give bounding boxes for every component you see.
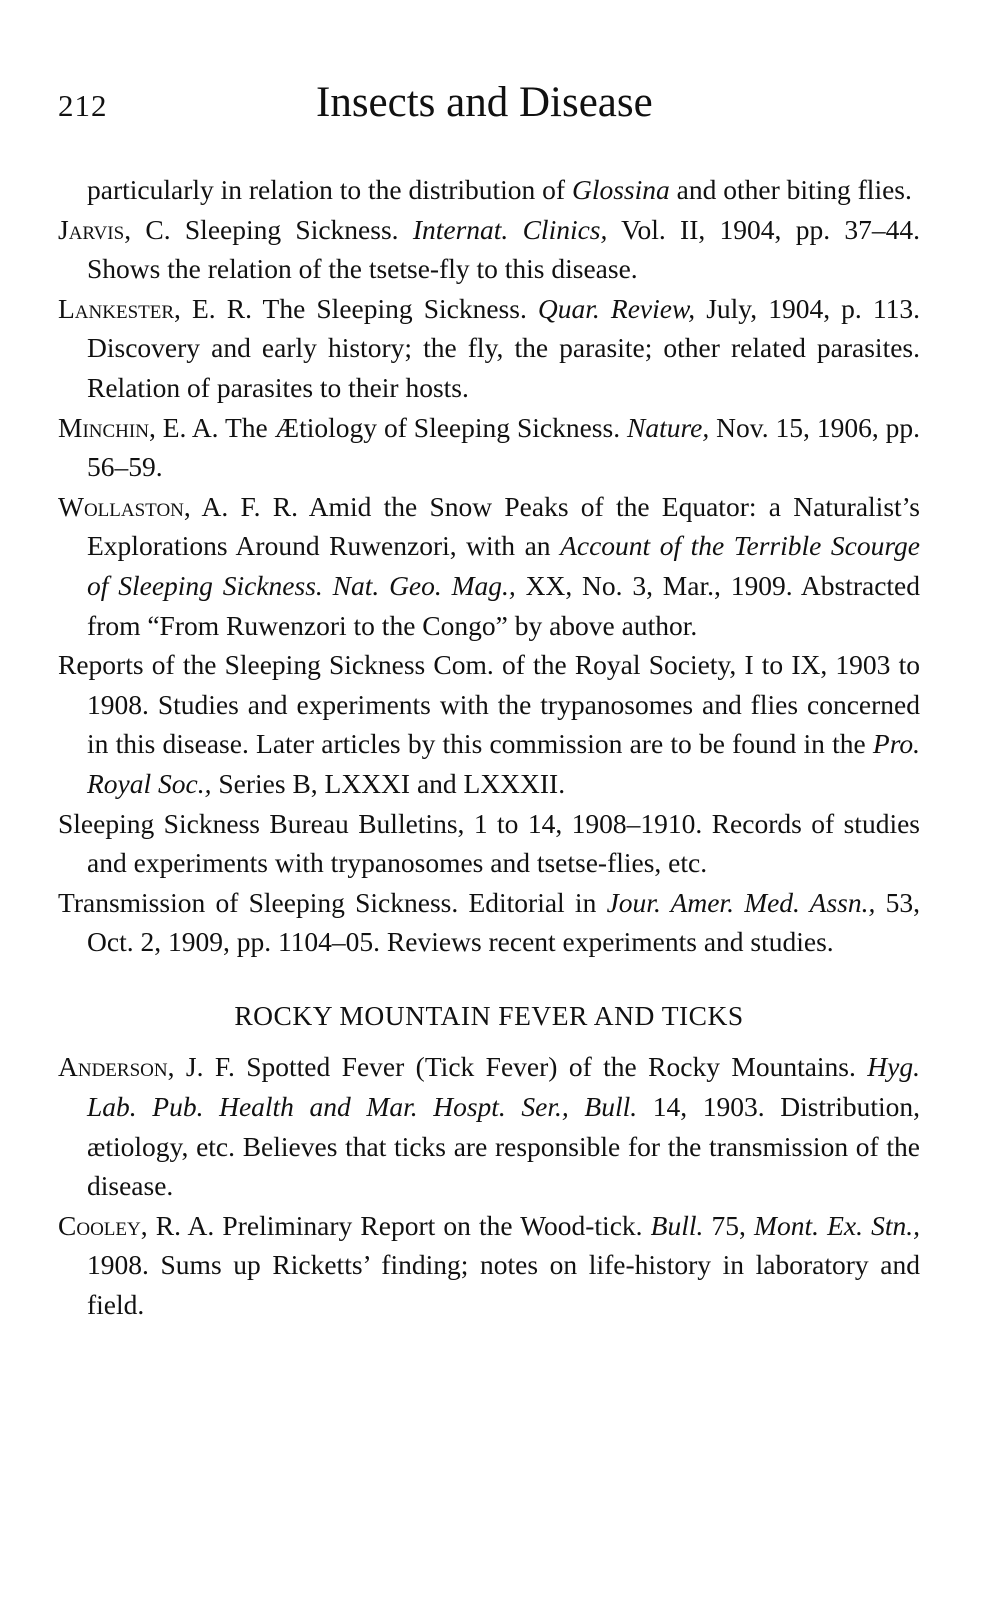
entry-text: particularly in relation to the distribution of [87,174,572,205]
entry-initials: J. F. [174,1051,235,1083]
entry-initials: R. A. [147,1209,215,1241]
entry-text: Reports of the Sleeping Sickness Com. of the Royal Society, I to IX, 1903 to 1908. Studies and experiments with the trypanosomes and flies concerned in this disease. Later articles by this commission are to be found in the [58,649,920,760]
entry-italic-title: Nature, [627,411,710,443]
entry-continuation [58,170,920,210]
entry-text: Sleeping Sickness Bureau Bulletins, 1 to 14, 1908–1910. Records of studies and experiments with trypanosomes and tsetse-flies, etc. [58,807,920,879]
bibliography-entry [58,210,920,289]
bibliography-entry [58,408,920,487]
entry-initials: E. A. [155,411,219,443]
bibliography-entry [58,1206,920,1325]
bibliography-list [58,170,920,962]
entry-text: Sleeping Sickness. [170,213,413,245]
entry-author: Lankester, [58,292,181,324]
entry-italic-title: Internat. Clinics, [412,213,608,245]
entry-text: XX, No. 3, Mar., 1909. Abstracted from “From Ruwenzori to the Congo” by above author. [87,569,921,641]
entry-text: and other biting flies. [669,174,912,205]
entry-author: Anderson, [58,1051,175,1083]
entry-author: Wollaston, [58,490,191,522]
entry-text: 1908. Sums up Ricketts’ finding; notes on life-history in laboratory and field. [87,1249,920,1321]
entry-text: Transmission of Sleeping Sickness. Editorial in [58,886,607,918]
entry-author: Jarvis, [58,213,132,245]
entry-italic-title: Mont. Ex. Stn., [754,1209,920,1241]
entry-text: Nov. 15, 1906, pp. 56–59. [87,411,921,483]
entry-italic-title: Glossina [571,174,670,205]
entry-text: 53, Oct. 2, 1909, pp. 1104–05. Reviews recent experiments and studies. [87,886,921,958]
entry-text: The Ætiology of Sleeping Sickness. [218,411,627,443]
section-heading: ROCKY MOUNTAIN FEVER AND TICKS [234,999,744,1031]
entry-italic-title: Jour. Amer. Med. Assn., [606,886,876,918]
entry-initials: A. F. R. [190,490,298,522]
bibliography-entry [58,487,920,645]
entry-author: Minchin, [58,411,156,443]
bibliography-entry [58,289,920,408]
bibliography-list-ticks [58,1047,920,1324]
entry-initials: E. R. [180,292,252,324]
bibliography-entry [58,883,920,962]
page-number: 212 [58,88,108,123]
entry-text: 75, [703,1209,755,1241]
entry-italic-title: Bull. [650,1209,704,1241]
page-header [58,78,920,142]
entry-text: Preliminary Report on the Wood-tick. [214,1209,651,1241]
entry-text: 14, 1903. Distribution, ætiology, etc. Believes that ticks are responsible for the transmission of the disease. [87,1091,921,1202]
entry-italic-title: Pro. Royal Soc., [87,728,920,799]
entry-italic-title: Account of the Terrible Scourge of Sleeping Sickness. Nat. Geo. Mag., [87,530,920,601]
entry-text: Series B, LXXXI and LXXXII. [211,767,566,799]
entry-text: Spotted Fever (Tick Fever) of the Rocky Mountains. [234,1051,868,1083]
bibliography-entry [58,645,920,803]
entry-text: The Sleeping Sickness. [251,292,538,324]
entry-text: Amid the Snow Peaks of the Equator: a Naturalist’s Explorations Around Ruwenzori, with an [87,490,921,562]
entry-text: July, 1904, p. 113. Discovery and early history; the fly, the parasite; other related parasites. Relation of parasites to their hosts. [87,292,920,403]
entry-initials: C. [131,213,171,245]
bibliography-entry [58,1047,920,1205]
entry-text: Vol. II, 1904, pp. 37–44. Shows the relation of the tsetse-fly to this disease. [87,213,920,285]
running-title: Insects and Disease [316,79,653,126]
entry-italic-title: Hyg. Lab. Pub. Health and Mar. Hospt. Ser., Bull. [87,1051,920,1123]
bibliography-entry [58,804,920,883]
entry-author: Cooley, [58,1209,148,1241]
entry-italic-title: Quar. Review, [537,292,696,324]
book-page [58,78,920,1325]
